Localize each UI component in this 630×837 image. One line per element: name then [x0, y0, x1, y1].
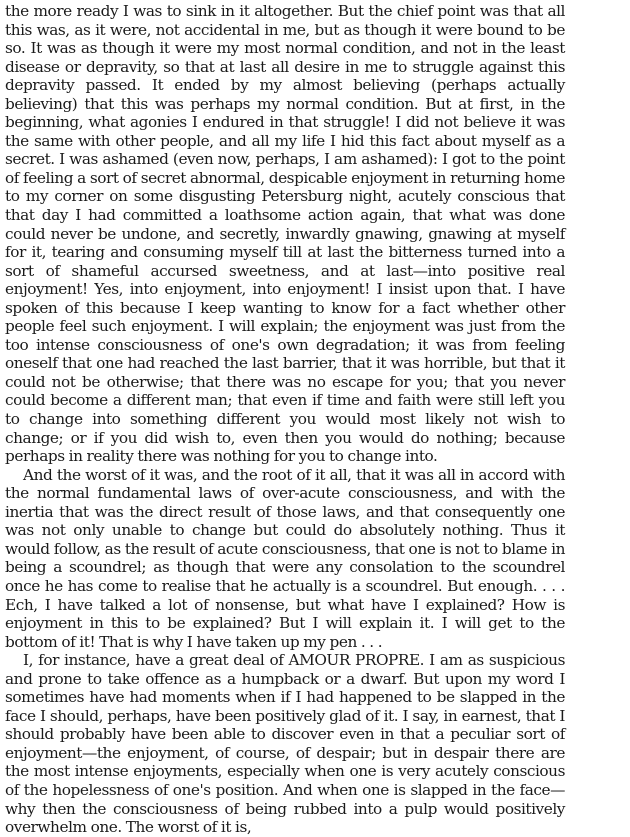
paragraph-3: I, for instance, have a great deal of AMOUR PROPRE. I am as suspicious and prone to take offence as a humpback or a dwarf. But upon my word I sometimes have had moments when if I had happened to be slapped in the face I should, perhaps, have been positively glad of it. I say, in earnest, that I should probably have been able to discover even in that a peculiar sort of enjoyment—the enjoyment, of course, of despair; but in despair there are the most intense enjoyments, especially when one is very acutely conscious of the hopelessness of one's position. And when one is slapped in the face—why then the consciousness of being rubbed into a pulp would positively overwhelm one. The worst of it is,	[5, 651, 565, 837]
paragraph-2: And the worst of it was, and the root of it all, that it was all in accord with the normal fundamental laws of over-acute consciousness, and with the inertia that was the direct result of those laws, and that consequently one was not only unable to change but could do absolutely nothing. Thus it would follow, as the result of acute consciousness, that one is not to blame in being a scoundrel; as though that were any consolation to the scoundrel once he has come to realise that he actually is a scoundrel. But enough. . . . Ech, I have talked a lot of nonsense, but what have I explained? How is enjoyment in this to be explained? But I will explain it. I will get to the bottom of it! That is why I have taken up my pen . . .	[5, 465, 565, 651]
document-page	[5, 2, 565, 837]
paragraph-1: the more ready I was to sink in it altogether. But the chief point was that all this was, as it were, not accidental in me, but as though it were bound to be so. It was as though it were my most normal condition, and not in the least disease or depravity, so that at last all desire in me to struggle against this depravity passed. It ended by my almost believing (perhaps actually believing) that this was perhaps my normal condition. But at first, in the beginning, what agonies I endured in that struggle! I did not believe it was the same with other people, and all my life I hid this fact about myself as a secret. I was ashamed (even now, perhaps, I am ashamed): I got to the point of feeling a sort of secret abnormal, despicable enjoyment in returning home to my corner on some disgusting Petersburg night, acutely conscious that that day I had committed a loathsome action again, that what was done could never be undone, and secretly, inwardly gnawing, gnawing at myself for it, tearing and consuming myself till at last the bitterness turned into a sort of shameful accursed sweetness, and at last—into positive real enjoyment! Yes, into enjoyment, into enjoyment! I insist upon that. I have spoken of this because I keep wanting to know for a fact whether other people feel such enjoyment. I will explain; the enjoyment was just from the too intense consciousness of one's own degradation; it was from feeling oneself that one had reached the last barrier, that it was horrible, but that it could not be otherwise; that there was no escape for you; that you never could become a different man; that even if time and faith were still left you to change into something different you would most likely not wish to change; or if you did wish to, even then you would do nothing; because perhaps in reality there was nothing for you to change into.	[5, 2, 565, 466]
